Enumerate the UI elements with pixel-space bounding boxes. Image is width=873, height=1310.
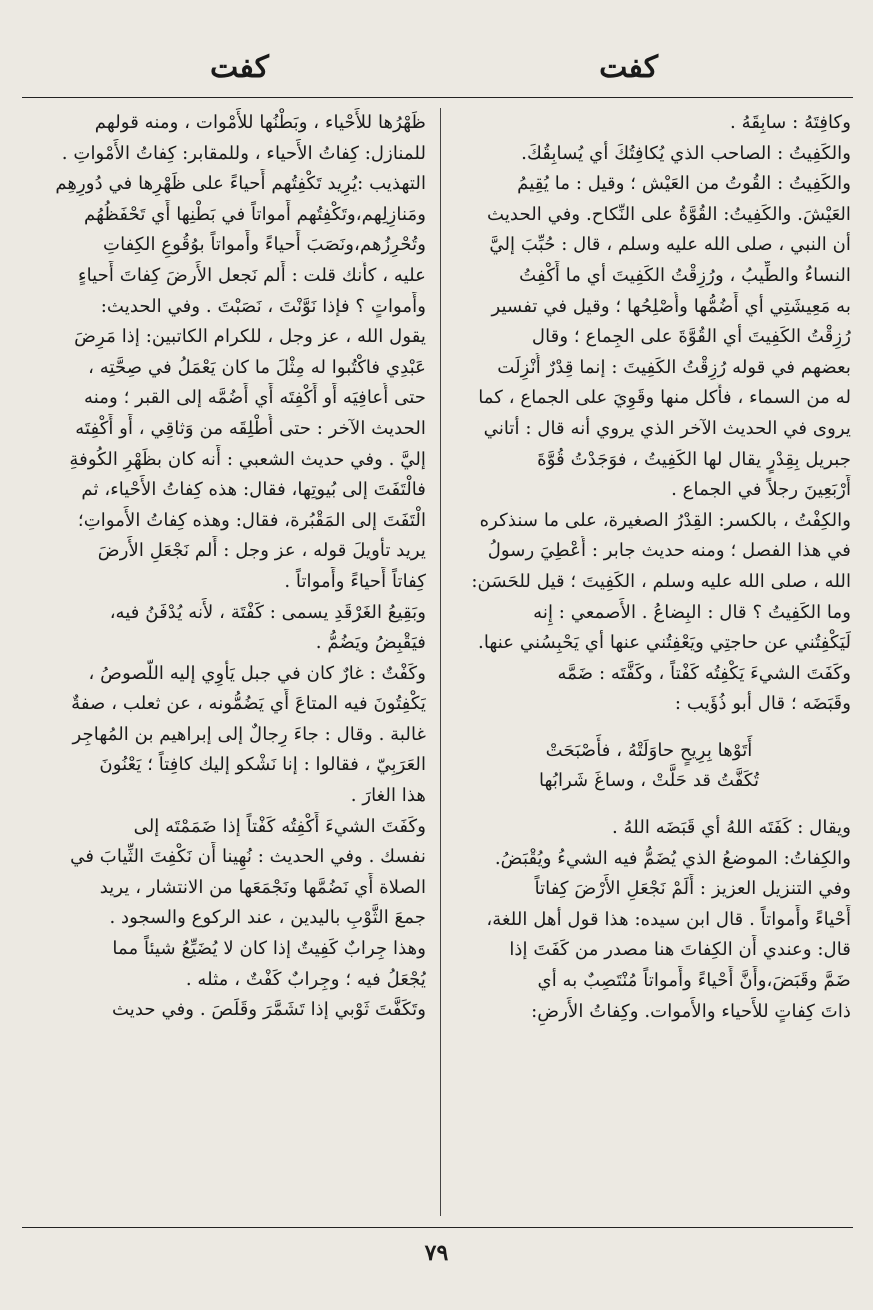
text-line: لَيَكْفِتُني عن حاجتِي ويَعْفِتُني عنها أي يَحْبِسُني عنها. — [478, 632, 851, 654]
text-line: نفسك . وفي الحديث : نُهِينا أَن نَكْفِتَ الثِّيابَ في — [70, 846, 426, 868]
text-line: العَرَبِيّ ، فقالوا : إنا نَشْكو إليك كافِتاً ؛ يَعْنُونَ — [99, 754, 426, 776]
text-line: يقول الله ، عز وجل ، للكرام الكاتبين: إذا مَرِضَ — [74, 326, 426, 348]
left-column — [22, 108, 426, 1218]
text-line: وفي التنزيل العزيز : أَلَمْ نَجْعَلِ الأَرْضَ كِفاتاً — [534, 878, 851, 900]
bottom-rule — [22, 1227, 853, 1228]
text-line: يروى في الحديث الآخر الذي يروي أنه قال : أتاني — [483, 417, 851, 439]
text-line: الصلاة أَي نَضُمَّها ونَجْمَعَها من الانتشار ، يريد — [99, 876, 426, 898]
text-line: وكافِتَهُ : سابِقَهُ . — [730, 112, 851, 133]
text-line: وهذا جِرابٌ كَفِيتٌ إذا كان لا يُضَيِّعُ شيئاً مما — [112, 938, 426, 960]
text-line: العَيْشَ. والكَفِيتُ: القُوَّةُ على النِّكاح. وفي الحديث — [487, 203, 851, 225]
text-line: عليه ، كأَنك قلت : أَلم نَجعل الأَرضَ كِفاتَ أَحياءٍ — [78, 264, 426, 286]
text-line: غالبة . وقال : جاءَ رِجالٌ إلى إبراهيم بن المُهاجِر — [72, 723, 426, 745]
verse-line: أَتَوْها بِرِيحٍ حاوَلَتْهُ ، فأَصْبَحَتْ — [545, 739, 753, 761]
column-divider — [440, 108, 441, 1216]
text-line: وكَفَتَ الشيءَ أَكْفِتُه كَفْتاً إذا ضَمَمْتَه إلى — [133, 815, 426, 837]
text-line: فيَقْبِضُ ويَضُمُّ . — [315, 632, 426, 654]
spacer — [447, 720, 851, 736]
text-line: الله ، صلى الله عليه وسلم ، الكَفِيتَ ؛ قيل للحَسَن: — [471, 570, 851, 592]
text-line: ومَنازِلِهم،وتَكْفِتُهم أَمواتاً في بَطْنِها أَي تَحْفَظُهُم — [83, 203, 426, 225]
text-line: ظَهْرُها للأَحْياء ، وبَطْنُها للأَمْوات ، ومنه قولهم — [94, 112, 426, 133]
text-line: يريد تأْويلَ قوله ، عز وجل : أَلم نَجْعَلِ الأَرضَ — [97, 540, 426, 562]
verse-line: تُكَفَّتُ قد حَلَّتْ ، وساغَ شَرابُها — [538, 770, 760, 792]
top-rule — [22, 97, 853, 98]
right-column — [447, 108, 851, 1218]
text-line: أَرْبَعِينَ رجلاً في الجماع . — [671, 479, 851, 501]
headword-right: كفت — [599, 50, 658, 85]
text-line: حتى أُعافِيَه أَو أَكْفِتَه أَي أَضُمَّه إلى القبر ؛ ومنه — [84, 387, 426, 409]
text-line: جمعَ الثَّوْبِ باليدين ، عند الركوع والسجود . — [109, 907, 426, 929]
text-line: رُزِقْتُ الكَفِيتَ أي القُوَّةَ على الجِماع ؛ وقال — [531, 326, 851, 348]
text-line: هذا الغارَ . — [350, 785, 426, 807]
text-line: عَبْدِي فاكْتُبوا له مِثْلَ ما كان يَعْمَلُ في صِحَّتِه ، — [88, 356, 426, 378]
page-number: ٧٩ — [424, 1240, 449, 1266]
text-line: ويقال : كَفَتَه اللهُ أي قَبَضَه اللهُ . — [611, 817, 851, 839]
text-line: التهذيب :يُرِيد تَكْفِتُهم أَحياءً على ظَهْرِها في دُورِهِم — [55, 173, 426, 195]
text-line: ذاتَ كِفاتٍ للأَحياء والأَموات. وكِفاتُ الأَرضِ: — [531, 1000, 851, 1022]
text-line: يُجْعَلُ فيه ؛ وجِرابٌ كَفْتٌ ، مثله . — [185, 968, 426, 990]
text-line: والكَفِيتُ : الصاحب الذي يُكافِتُكَ أي يُسابِقُكَ. — [521, 142, 851, 164]
text-line: يَكْفِتُونَ فيه المتاعَ أَي يَضُمُّونه ، عن ثعلب ، صفةٌ — [71, 693, 426, 715]
text-line: وتَكَفَّتَ ثَوْبي إذا تَشَمَّرَ وقَلَصَ . وفي حديث — [111, 999, 426, 1021]
text-line: للمنازل: كِفاتُ الأَحياء ، وللمقابر: كِفاتُ الأَمْواتِ . — [61, 142, 426, 164]
text-line: وأَمواتٍ ؟ فإذا نَوَّنْتَ ، نَصَبْتَ . وفي الحديث: — [100, 295, 426, 317]
text-line: وكَفْتٌ : غارٌ كان في جبل يَأْوِي إليه اللُّصوصُ ، — [88, 662, 426, 684]
text-line: إليَّ . وفي حديث الشعبي : أَنه كان بظَهْرِ الكُوفةِ — [69, 448, 426, 470]
spacer — [447, 797, 851, 813]
text-line: والكِفْتُ ، بالكسر: القِدْرُ الصغيرة، على ما سنذكره — [479, 509, 851, 531]
text-line: الحديث الآخر : حتى أُطْلِقَه من وَثاقِي ، أَو أَكْفِتَه — [75, 417, 426, 439]
text-line: أن النبي ، صلى الله عليه وسلم ، قال : حُبِّبَ إليَّ — [489, 234, 851, 256]
text-line: وكَفَتَ الشيءَ يَكْفِتُه كَفْتاً ، وكَفَّتَه : ضَمَّه — [557, 662, 851, 684]
text-line: والكَفِيتُ : القُوتُ من العَيْش ؛ وقيل : ما يُقِيمُ — [517, 173, 851, 195]
text-line: أَحْياءً وأَمواتاً . قال ابن سيده: هذا قول أهل اللغة، — [486, 908, 851, 930]
headword-left: كفت — [210, 50, 269, 85]
text-line: والكِفاتُ: الموضعُ الذي يُضَمُّ فيه الشيءُ ويُقْبَضُ. — [494, 847, 851, 869]
text-line: ضَمَّ وقَبَضَ،وأَنَّ أَحْياءً وأَمواتاً مُنْتَصِبٌ به أي — [537, 970, 851, 992]
text-line: قال: وعندي أَن الكِفاتَ هنا مصدر من كَفَتَ إذا — [509, 939, 851, 961]
text-line: كِفاتاً أَحياءً وأَمواتاً . — [284, 570, 426, 592]
text-line: في هذا الفصل ؛ ومنه حديث جابر : أُعْطِيَ رسولُ — [487, 540, 851, 562]
text-line: الْتَفَتَ إلى المَقْبُرة، فقال: وهذه كِفاتُ الأَمواتِ؛ — [77, 509, 426, 531]
text-line: النساءُ والطِّيبُ ، ورُزِقْتُ الكَفِيتَ أي ما أَكْفِتُ — [519, 264, 851, 286]
text-line: فالْتَفَتَ إلى بُيوتِها، فقال: هذه كِفاتُ الأَحْياء، ثم — [81, 479, 426, 501]
text-line: له من السماء ، فأَكل منها وقَوِيَ على الجماع ، كما — [478, 387, 851, 409]
text-line: جبريل بِقِدْرٍ يقال لها الكَفِيتُ ، فوَجَدْتُ قُوَّةَ — [537, 448, 851, 470]
text-line: وما الكَفِيتُ ؟ قال : البِضاعُ . الأَصمعي : إِنه — [533, 601, 851, 623]
text-line: وقَبَضَه ؛ قال أبو ذُؤَيب : — [674, 693, 851, 715]
text-line: وبَقِيعُ الغَرْقَدِ يسمى : كَفْتَة ، لأَنه يُدْفَنُ فيه، — [109, 601, 426, 623]
text-line: بعضهم في قوله رُزِقْتُ الكَفِيتَ : إنما قِدْرٌ أُنْزِلَت — [497, 356, 851, 378]
text-line: به مَعِيشَتِي أي أَضُمُّها وأُصْلِحُها ؛ وقيل في تفسير — [491, 295, 851, 317]
text-line: وتُحْرِزُهم،ونَصَبَ أَحياءً وأَمواتاً بوُقُوعِ الكِفاتِ — [103, 234, 426, 256]
